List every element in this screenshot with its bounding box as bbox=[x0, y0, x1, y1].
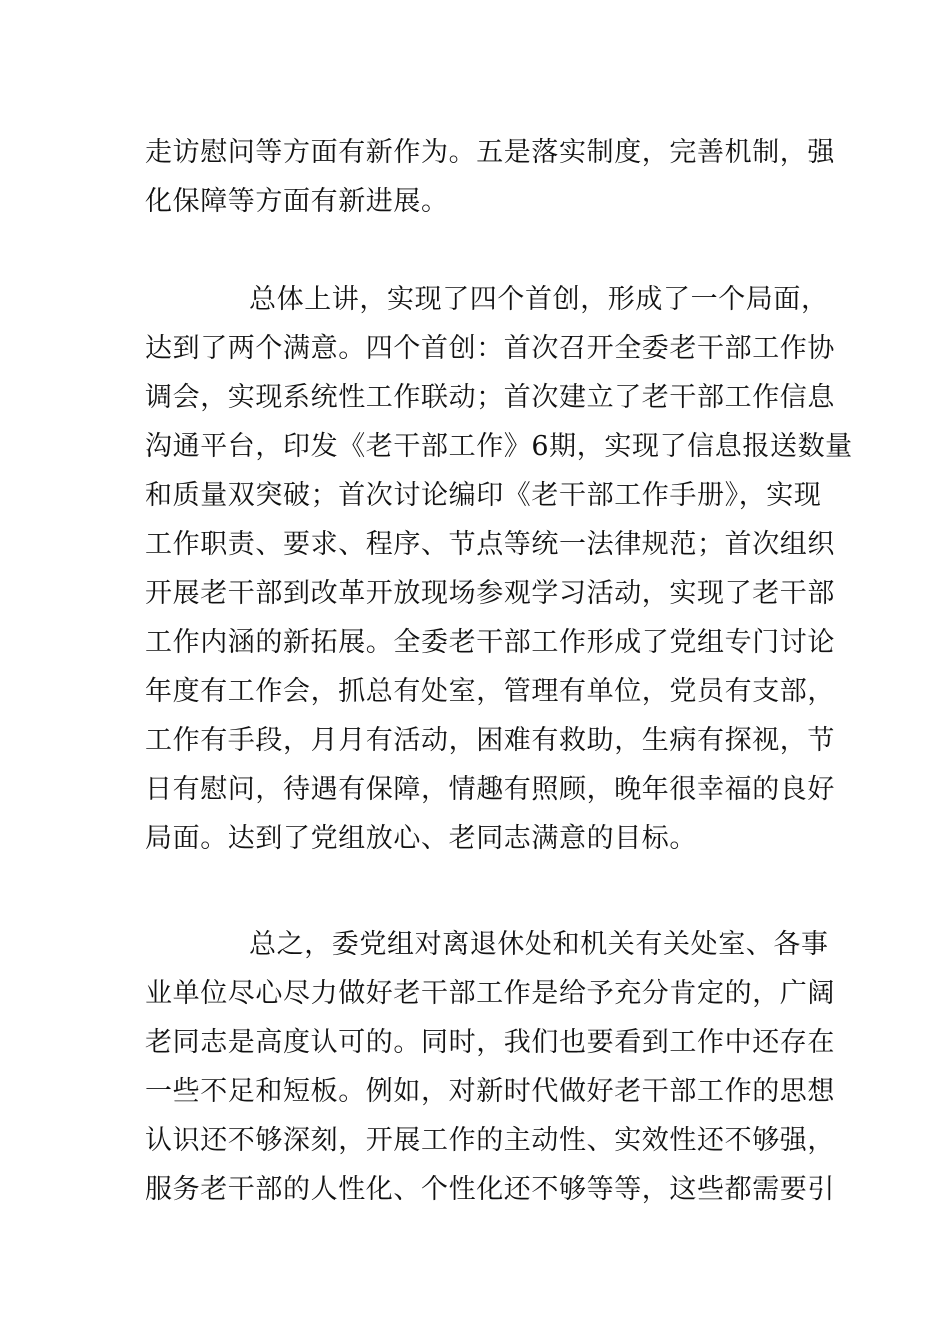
paragraph-continuation bbox=[145, 128, 835, 226]
text-line: 走访慰问等方面有新作为。五是落实制度，完善机制，强 bbox=[145, 137, 835, 168]
text-line: 总体上讲，实现了四个首创，形成了一个局面， bbox=[249, 284, 829, 315]
text-line: 日有慰问，待遇有保障，情趣有照顾，晚年很幸福的良好 bbox=[145, 774, 835, 805]
text-line: 服务老干部的人性化、个性化还不够等等，这些都需要引 bbox=[145, 1174, 835, 1205]
paragraph-overview bbox=[145, 275, 853, 863]
text-line: 认识还不够深刻，开展工作的主动性、实效性还不够强， bbox=[145, 1125, 835, 1156]
text-line: 年度有工作会，抓总有处室，管理有单位，党员有支部， bbox=[145, 676, 835, 707]
text-line: 工作职责、要求、程序、节点等统一法律规范；首次组织 bbox=[145, 529, 835, 560]
text-line: 工作内涵的新拓展。全委老干部工作形成了党组专门讨论 bbox=[145, 627, 835, 658]
text-line: 调会，实现系统性工作联动；首次建立了老干部工作信息 bbox=[145, 382, 835, 413]
text-line: 达到了两个满意。四个首创：首次召开全委老干部工作协 bbox=[145, 333, 835, 364]
text-line: 和质量双突破；首次讨论编印《老干部工作手册》，实现 bbox=[145, 480, 822, 511]
text-line: 沟通平台，印发《老干部工作》6期，实现了信息报送数量 bbox=[145, 431, 853, 462]
text-line: 老同志是高度认可的。同时，我们也要看到工作中还存在 bbox=[145, 1027, 835, 1058]
text-line: 一些不足和短板。例如，对新时代做好老干部工作的思想 bbox=[145, 1076, 835, 1107]
paragraph-summary bbox=[145, 920, 835, 1214]
text-line: 总之，委党组对离退休处和机关有关处室、各事 bbox=[249, 929, 829, 960]
text-line: 开展老干部到改革开放现场参观学习活动，实现了老干部 bbox=[145, 578, 835, 609]
text-line: 局面。达到了党组放心、老同志满意的目标。 bbox=[145, 823, 697, 854]
text-line: 业单位尽心尽力做好老干部工作是给予充分肯定的，广阔 bbox=[145, 978, 835, 1009]
text-line: 化保障等方面有新进展。 bbox=[145, 186, 449, 217]
text-line: 工作有手段，月月有活动，困难有救助，生病有探视，节 bbox=[145, 725, 835, 756]
